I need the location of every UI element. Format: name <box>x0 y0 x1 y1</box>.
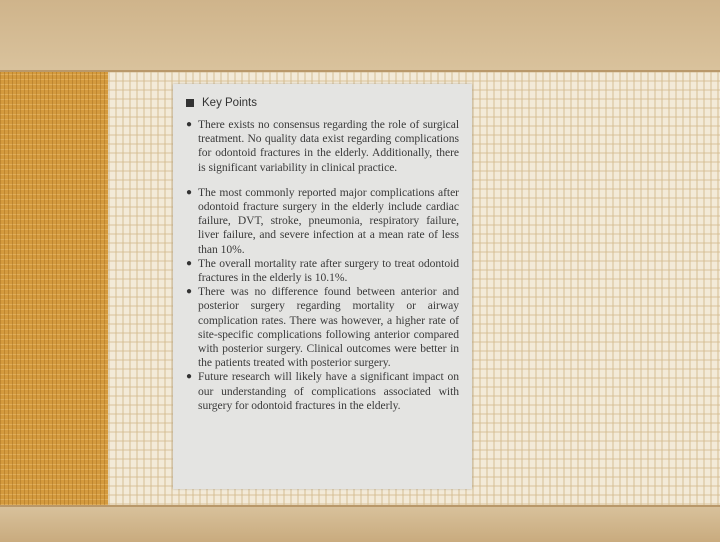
point-text: The most commonly reported major complications after odontoid fracture surgery in the elderly include cardiac failure, DVT, stroke, pneumonia, respiratory failure, liver failure, and severe infection at a mean rate of less than 10%. <box>198 185 459 256</box>
square-bullet-icon <box>186 99 194 107</box>
point-text: There was no difference found between anterior and posterior surgery regarding mortality or airway complication rates. There was however, a higher rate of site-specific complications following anterior compared with posterior surgery. Clinical outcomes were better in the patients treated with posterior surgery. <box>198 285 459 370</box>
list-item <box>186 118 459 175</box>
point-text: Future research will likely have a significant impact on our understanding of complications associated with surgery for odontoid fractures in the elderly. <box>198 370 459 412</box>
bullet-icon: ● <box>186 186 192 198</box>
left-decorative-stripe <box>0 72 108 505</box>
key-points-heading <box>186 97 459 109</box>
list-item <box>186 186 459 257</box>
bullet-icon: ● <box>186 257 192 269</box>
key-points-list <box>186 118 459 413</box>
bullet-icon: ● <box>186 371 192 383</box>
bullet-icon: ● <box>186 119 192 130</box>
bullet-icon: ● <box>186 286 192 298</box>
top-band <box>0 0 720 72</box>
list-item <box>186 285 459 370</box>
list-item <box>186 257 459 285</box>
heading-text: Key Points <box>202 97 257 109</box>
point-text: The overall mortality rate after surgery to treat odontoid fractures in the elderly is 10.1%. <box>198 256 459 285</box>
point-text: There exists no consensus regarding the role of surgical treatment. No quality data exist regarding complications for odontoid fractures in the elderly. Additionally, there is significant variability in clinical practice. <box>198 118 459 174</box>
bottom-band <box>0 505 720 542</box>
list-item <box>186 370 459 413</box>
key-points-page <box>173 84 472 489</box>
